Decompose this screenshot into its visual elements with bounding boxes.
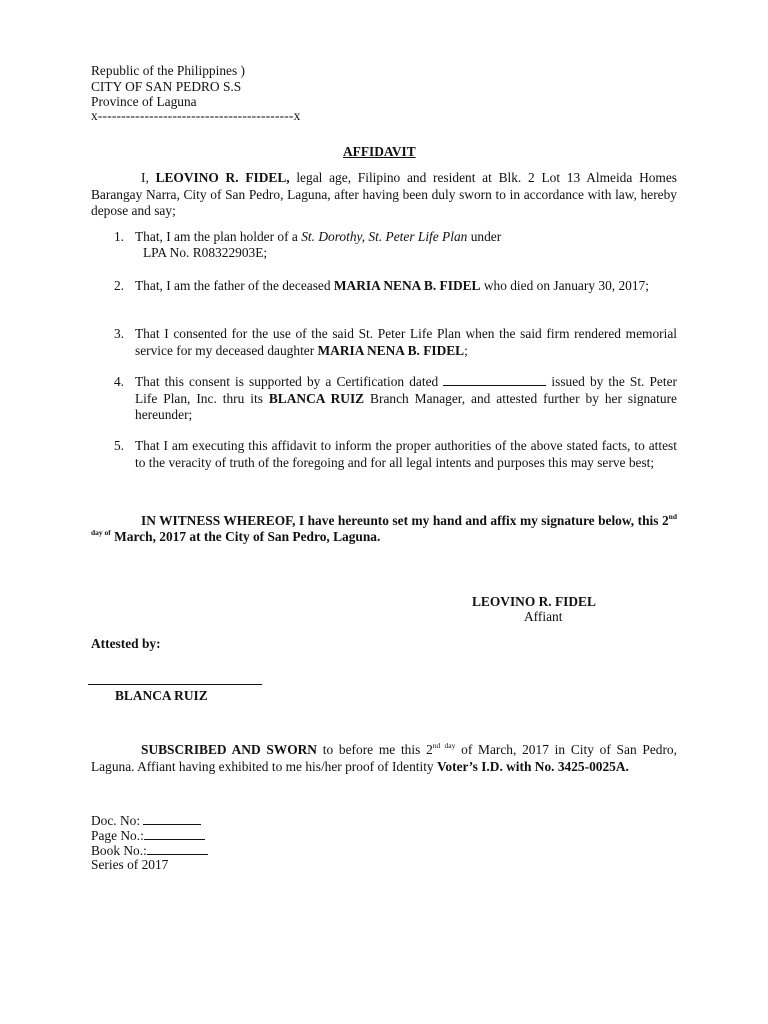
document-title: AFFIDAVIT [343,144,416,159]
item-number: 2. [113,278,124,293]
header-province: Province of Laguna [91,94,197,109]
jurat-sup: nd day [432,741,456,750]
item-4-a: That this consent is supported by a Certification dated [135,374,439,389]
doc-no-label: Doc. No: [91,813,144,828]
item-number: 4. [113,374,124,389]
intro-text-b: legal age, Filipino and resident at Blk. 2 Lot 13 Almeida Homes Barangay Narra, City of San Pedro, Laguna, after having been duly sworn to in accordance with law, hereby depose and say; [91,170,678,218]
item-1-c: under [467,229,502,244]
affiant-label: Affiant [524,609,563,624]
item-number: 1. [113,229,124,244]
item-1-a: That, I am the plan holder of a [135,229,302,244]
jurat-paragraph [91,741,677,775]
item-1-text [135,229,501,245]
page-no-label: Page No.: [91,828,144,843]
witness-sup: nd day of [91,512,677,537]
item-number: 3. [113,326,124,341]
jurat-c: of March, 2017 in City of San Pedro, Laguna. Affiant having exhibited to me his/her proof of Identity [91,742,677,774]
witness-b: March, 2017 at the City of San Pedro, Laguna. [110,529,381,544]
doc-no-row [91,813,201,829]
jurat-heading: SUBSCRIBED AND SWORN [141,742,317,757]
doc-no-blank [143,813,201,825]
item-4-d: Branch Manager, and attested further by her signature hereunder; [135,390,677,422]
branch-manager-name: BLANCA RUIZ [268,390,365,406]
item-2-c: who died on January 30, 2017; [480,278,649,293]
item-3-a: That I consented for the use of the said St. Peter Life Plan when the said firm rendered memorial service for my deceased daughter [135,326,677,358]
deceased-name: MARIA NENA B. FIDEL [317,342,465,358]
voter-id: Voter’s I.D. with No. 3425-0025A. [436,759,629,774]
intro-paragraph [91,170,677,220]
header-republic: Republic of the Philippines ) [91,63,245,78]
signature-line [88,684,262,685]
affiant-name: LEOVINO R. FIDEL [472,594,596,609]
book-no-blank [147,843,208,855]
item-number: 5. [113,438,124,453]
item-3-text [135,326,677,359]
series: Series of 2017 [91,857,169,872]
affiant-name-inline: LEOVINO R. FIDEL, [155,170,290,185]
item-5-text: That I am executing this affidavit to inform the proper authorities of the above stated facts, to attest to the veracity of truth of the foregoing and for all legal intents and purposes this may serve best; [135,438,677,470]
item-4-text [135,374,677,424]
jurat-b: to before me this 2 [316,742,433,757]
certification-date-blank [443,374,546,386]
deceased-name: MARIA NENA B. FIDEL [333,278,481,293]
item-2-a: That, I am the father of the deceased [135,278,334,293]
attested-by-label: Attested by: [91,636,161,651]
attester-name: BLANCA RUIZ [115,688,208,703]
page-no-blank [144,828,205,840]
page-no-row [91,828,205,844]
item-2-text [135,278,677,294]
header-city: CITY OF SAN PEDRO S.S [91,79,242,94]
lpa-number: LPA No. R08322903E; [143,245,268,260]
item-3-c: ; [464,342,468,358]
item-4-c: issued by the St. Peter Life Plan, Inc. thru its [135,374,677,406]
life-plan-name: St. Dorothy, St. Peter Life Plan [301,229,468,244]
witness-a: IN WITNESS WHEREOF, I have hereunto set my hand and affix my signature below, this 2 [141,513,669,528]
header-separator: x------------------------------------------x [91,108,301,123]
book-no-label: Book No.: [91,843,147,858]
witness-paragraph [91,513,677,545]
intro-text-a: I, [141,170,156,185]
